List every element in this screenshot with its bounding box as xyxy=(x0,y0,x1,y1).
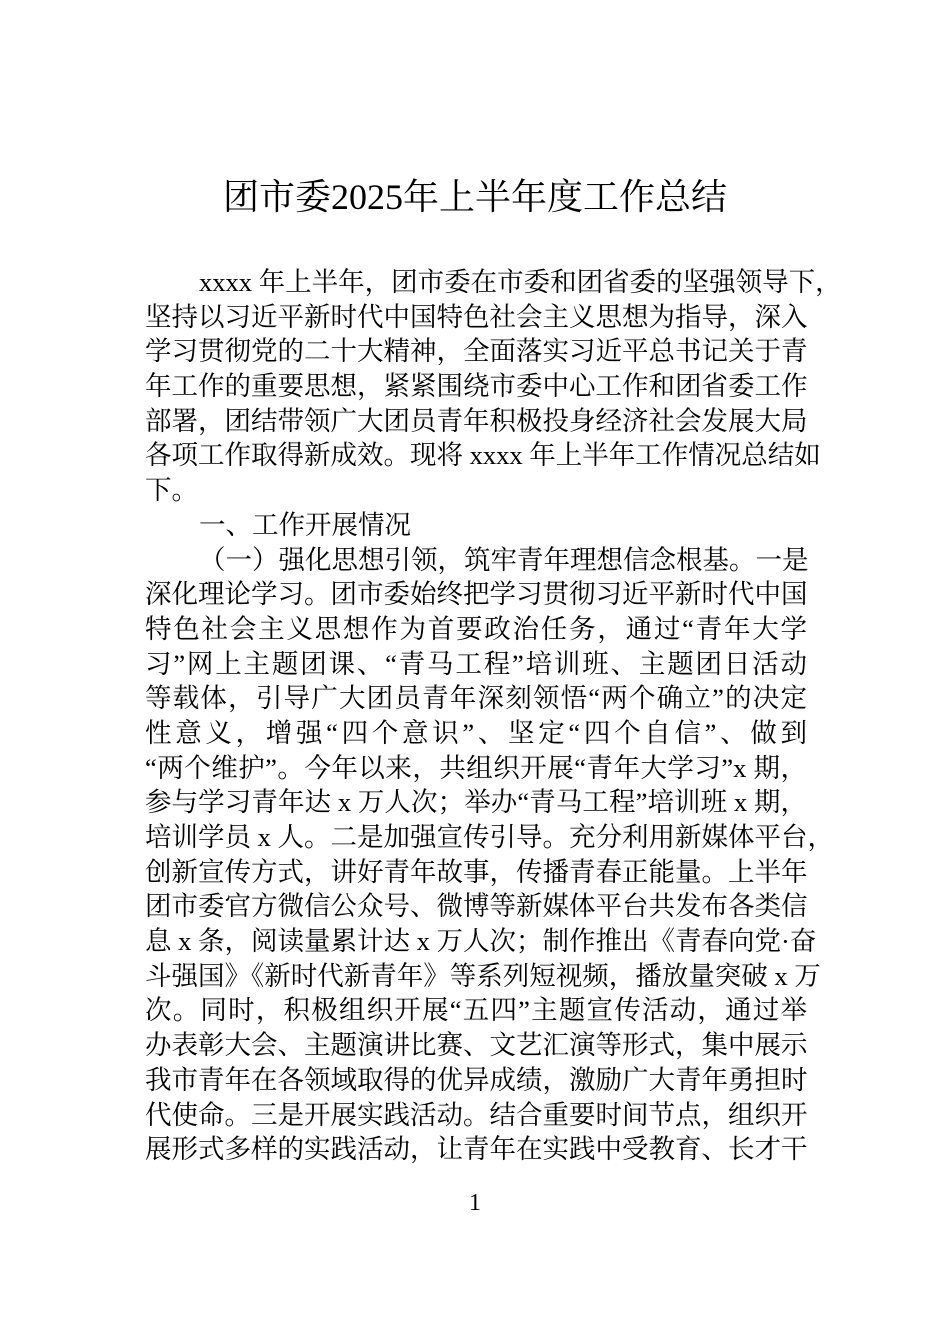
text-line: 我市青年在各领域取得的优异成绩，激励广大青年勇担时 xyxy=(145,1064,808,1095)
text-line: 部署，团结带领广大团员青年积极投身经济社会发展大局 xyxy=(145,405,808,436)
text-line: 下。 xyxy=(145,475,198,506)
text-line: xxxx 年上半年，团市委在市委和团省委的坚强领导下， xyxy=(199,267,842,297)
text-line: 性意义，增强“四个意识”、坚定“四个自信”、做到 xyxy=(145,717,807,748)
text-line: 参与学习青年达 x 万人次；举办“青马工程”培训班 x 期， xyxy=(145,787,807,818)
section-heading: 一、工作开展情况 xyxy=(199,509,411,540)
text-line: 等载体，引导广大团员青年深刻领悟“两个确立”的决定 xyxy=(145,683,807,714)
text-line: 坚持以习近平新时代中国特色社会主义思想为指导，深入 xyxy=(145,301,808,332)
text-line: 学习贯彻党的二十大精神，全面落实习近平总书记关于青 xyxy=(145,336,808,367)
text-line: 年工作的重要思想，紧紧围绕市委中心工作和团省委工作 xyxy=(145,371,808,402)
text-line: 培训学员 x 人。二是加强宣传引导。充分利用新媒体平台， xyxy=(145,822,834,852)
text-line: 次。同时，积极组织开展“五四”主题宣传活动，通过举 xyxy=(145,995,807,1026)
text-line: 团市委官方微信公众号、微博等新媒体平台共发布各类信 xyxy=(145,891,808,922)
text-line: “两个维护”。今年以来，共组织开展“青年大学习”x 期， xyxy=(145,752,807,783)
text-line: 息 x 条，阅读量累计达 x 万人次；制作推出《青春向党·奋 xyxy=(145,926,817,957)
page-number: 1 xyxy=(469,1190,481,1216)
text-line: 特色社会主义思想作为首要政治任务，通过“青年大学 xyxy=(145,613,807,644)
text-line: 代使命。三是开展实践活动。结合重要时间节点，组织开 xyxy=(145,1099,808,1130)
text-line: 深化理论学习。团市委始终把学习贯彻习近平新时代中国 xyxy=(145,579,808,610)
text-line: 各项工作取得新成效。现将 xxxx 年上半年工作情况总结如 xyxy=(145,440,821,471)
text-line: 办表彰大会、主题演讲比赛、文艺汇演等形式，集中展示 xyxy=(145,1030,808,1061)
document-title: 团市委2025年上半年度工作总结 xyxy=(222,177,727,217)
text-line: 创新宣传方式，讲好青年故事，传播青春正能量。上半年 xyxy=(145,856,808,887)
text-line: 斗强国》《新时代新青年》等系列短视频，播放量突破 x 万 xyxy=(145,960,821,991)
text-line: 习”网上主题团课、“青马工程”培训班、主题团日活动 xyxy=(145,648,807,679)
text-line: （一）强化思想引领，筑牢青年理想信念根基。一是 xyxy=(199,544,809,575)
document-body xyxy=(145,265,842,1167)
text-line: 展形式多样的实践活动，让青年在实践中受教育、长才干 xyxy=(145,1134,808,1165)
